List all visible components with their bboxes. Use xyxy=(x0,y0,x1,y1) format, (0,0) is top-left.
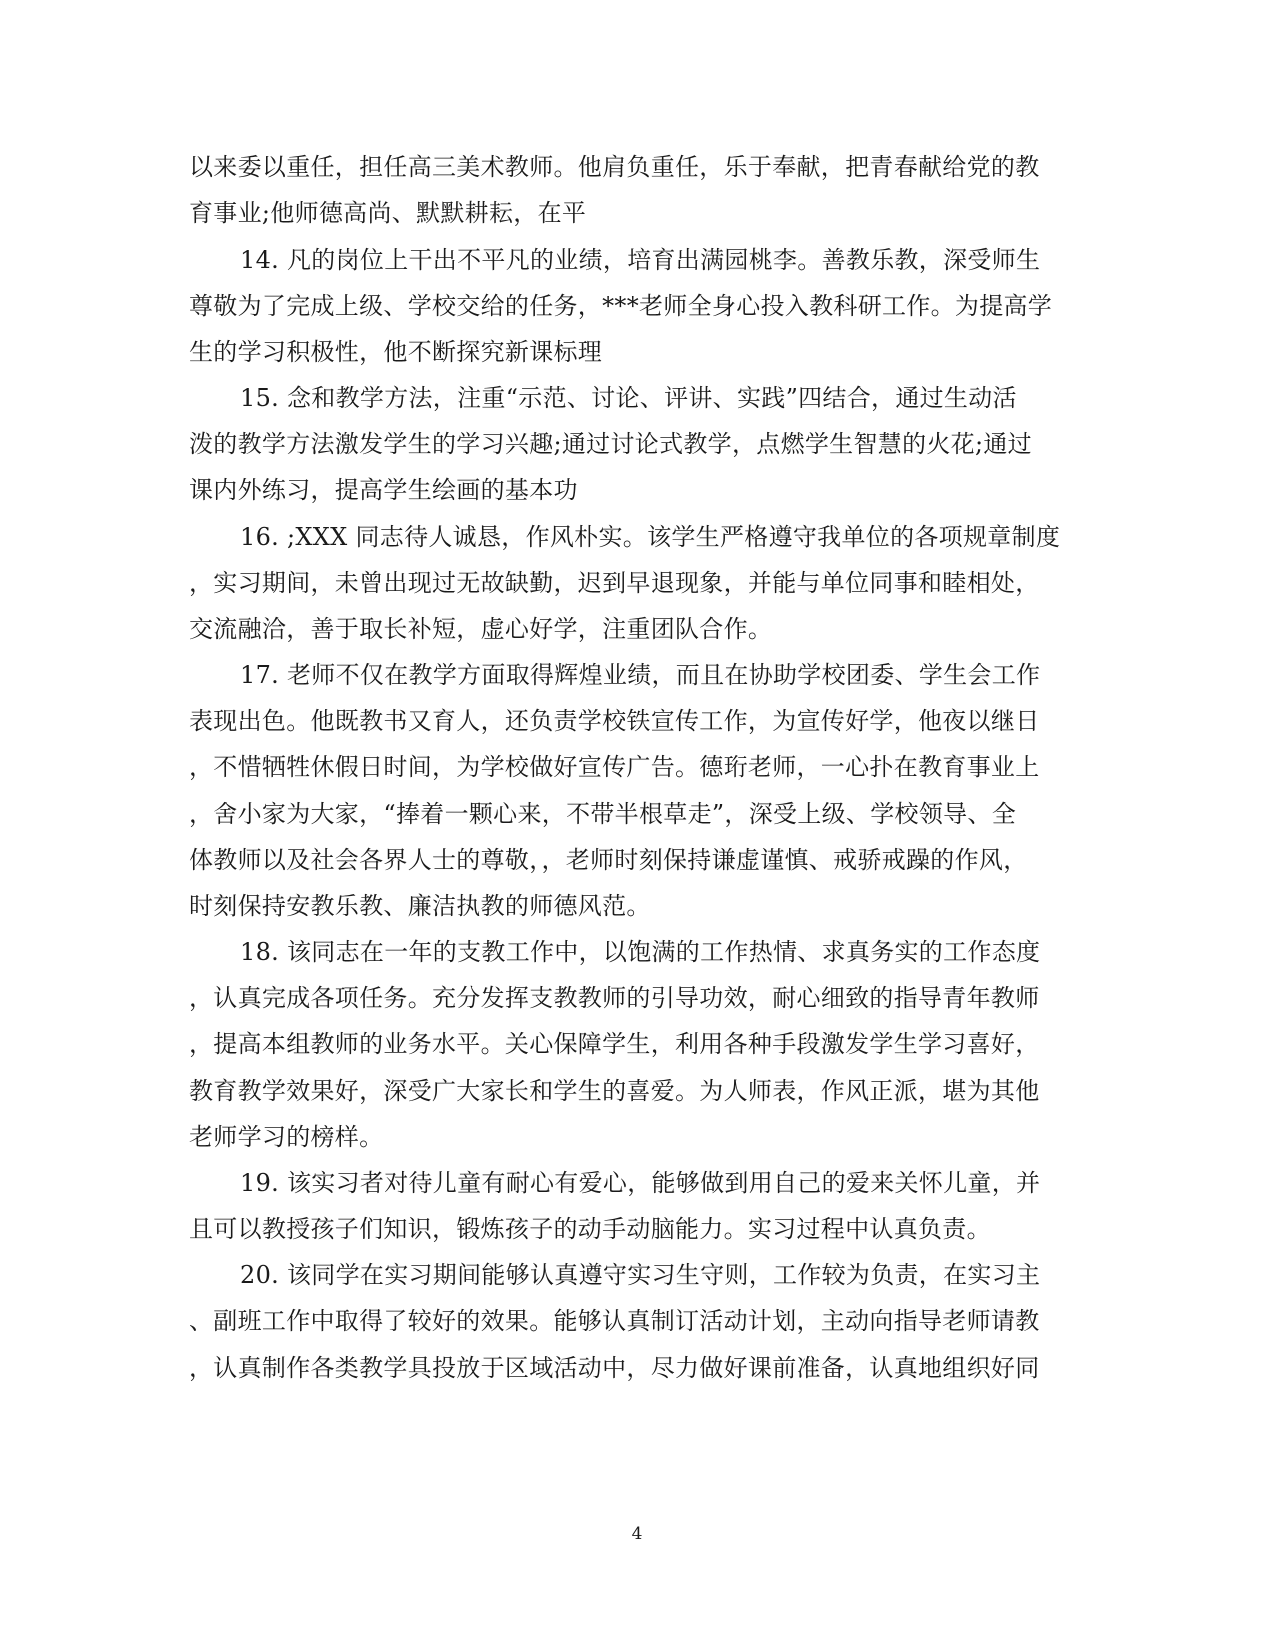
text-line: ，实习期间，未曾出现过无故缺勤，迟到早退现象，并能与单位同事和睦相处， xyxy=(189,569,1040,597)
list-item-17: 17. 老师不仅在教学方面取得辉煌业绩，而且在协助学校团委、学生会工作 xyxy=(240,661,1041,689)
text-line: 、副班工作中取得了较好的效果。能够认真制订活动计划，主动向指导老师请教 xyxy=(189,1307,1040,1335)
text-line: 表现出色。他既教书又育人，还负责学校铁宣传工作，为宣传好学，他夜以继日 xyxy=(189,707,1040,735)
list-item-19: 19. 该实习者对待儿童有耐心有爱心，能够做到用自己的爱来关怀儿童，并 xyxy=(240,1169,1041,1197)
text-line: ，认真制作各类教学具投放于区域活动中，尽力做好课前准备，认真地组织好同 xyxy=(189,1354,1040,1382)
text-line: 泼的教学方法激发学生的学习兴趣;通过讨论式教学，点燃学生智慧的火花;通过 xyxy=(189,430,1032,458)
text-line: 以来委以重任，担任高三美术教师。他肩负重任，乐于奉献，把青春献给党的教 xyxy=(189,153,1040,181)
text-line: ，不惜牺牲休假日时间，为学校做好宣传广告。德珩老师，一心扑在教育事业上 xyxy=(189,753,1040,781)
text-line: ，提高本组教师的业务水平。关心保障学生，利用各种手段激发学生学习喜好， xyxy=(189,1030,1040,1058)
text-line: 体教师以及社会各界人士的尊敬，，老师时刻保持谦虚谨慎、戒骄戒躁的作风， xyxy=(189,846,1028,874)
list-item-16: 16. ;XXX 同志待人诚恳，作风朴实。该学生严格遵守我单位的各项规章制度 xyxy=(240,523,1061,551)
text-line: 时刻保持安教乐教、廉洁执教的师德风范。 xyxy=(189,892,651,920)
text-line: 课内外练习，提高学生绘画的基本功 xyxy=(189,476,578,504)
text-line: 交流融洽，善于取长补短，虚心好学，注重团队合作。 xyxy=(189,615,773,643)
list-item-18: 18. 该同志在一年的支教工作中，以饱满的工作热情、求真务实的工作态度 xyxy=(240,938,1041,966)
text-line: 老师学习的榜样。 xyxy=(189,1123,384,1151)
text-line: 生的学习积极性，他不断探究新课标理 xyxy=(189,338,603,366)
page-number: 4 xyxy=(631,1524,643,1544)
text-line: ，舍小家为大家，“捧着一颗心来，不带半根草走”，深受上级、学校领导、全 xyxy=(189,800,1017,828)
list-item-20: 20. 该同学在实习期间能够认真遵守实习生守则，工作较为负责，在实习主 xyxy=(240,1261,1041,1289)
list-item-14: 14. 凡的岗位上干出不平凡的业绩，培育出满园桃李。善教乐教，深受师生 xyxy=(240,246,1041,274)
text-line: 育事业;他师德高尚、默默耕耘，在平 xyxy=(189,199,587,227)
text-line: 尊敬为了完成上级、学校交给的任务，***老师全身心投入教科研工作。为提高学 xyxy=(189,292,1053,320)
text-line: ，认真完成各项任务。充分发挥支教教师的引导功效，耐心细致的指导青年教师 xyxy=(189,984,1040,1012)
text-line: 教育教学效果好，深受广大家长和学生的喜爱。为人师表，作风正派，堪为其他 xyxy=(189,1077,1040,1105)
text-line: 且可以教授孩子们知识，锻炼孩子的动手动脑能力。实习过程中认真负责。 xyxy=(189,1215,991,1243)
list-item-15: 15. 念和教学方法，注重“示范、讨论、评讲、实践”四结合，通过生动活 xyxy=(240,384,1017,412)
